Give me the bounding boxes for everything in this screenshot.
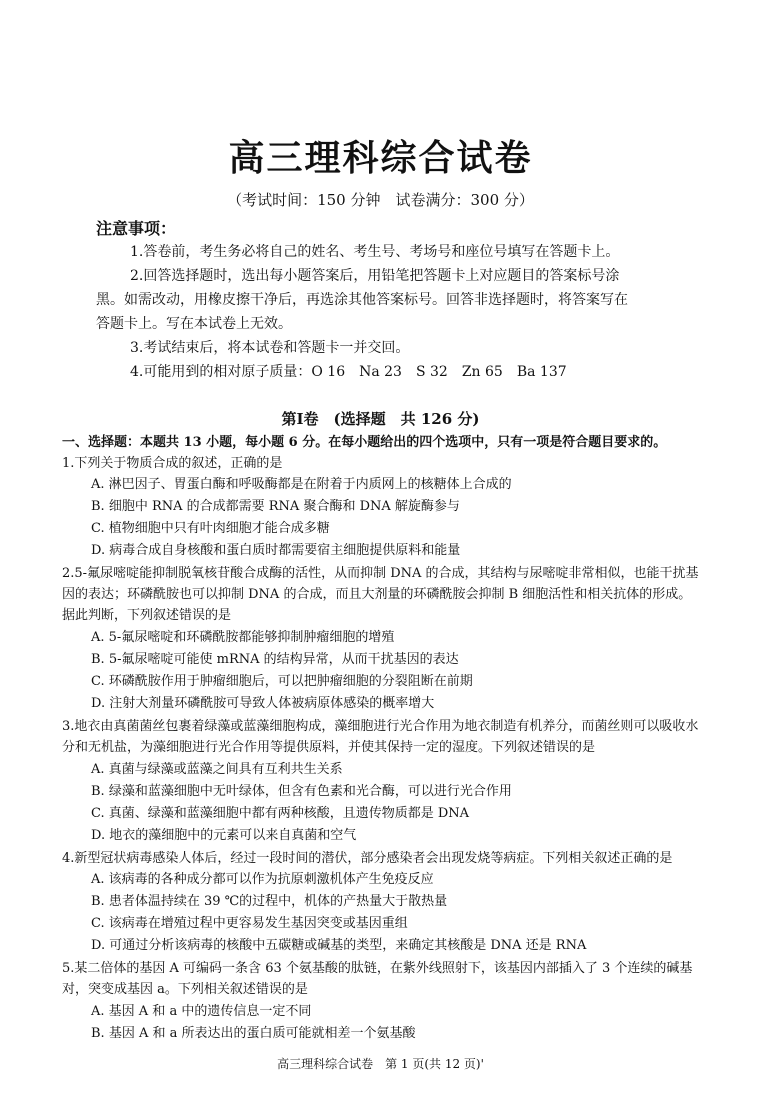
answer-option: B. 细胞中 RNA 的合成都需要 RNA 聚合酶和 DNA 解旋酶参与 (91, 499, 460, 514)
answer-option: A. 5-氟尿嘧啶和环磷酰胺都能够抑制肿瘤细胞的增殖 (91, 630, 395, 645)
answer-option: B. 基因 A 和 a 所表达出的蛋白质可能就相差一个氨基酸 (91, 1026, 416, 1041)
answer-option: C. 环磷酰胺作用于肿瘤细胞后，可以把肿瘤细胞的分裂阻断在前期 (91, 674, 473, 689)
notice-item: 3.考试结束后，将本试卷和答题卡一并交回。 (130, 340, 410, 356)
notice-item: 黑。如需改动，用橡皮擦干净后，再选涂其他答案标号。回答非选择题时，将答案写在 (96, 292, 628, 308)
notice-heading: 注意事项： (96, 219, 177, 238)
question-stem: 4.新型冠状病毒感染人体后，经过一段时间的潜伏，部分感染者会出现发烧等病症。下列相关叙述正确的是 (62, 851, 673, 866)
question-stem: 5.某二倍体的基因 A 可编码一条含 63 个氨基酸的肽链，在紫外线照射下，该基因内部插入了 3 个连续的碱基对，突变成基因 a。下列相关叙述错误的是 (62, 961, 693, 997)
answer-option: D. 地衣的藻细胞中的元素可以来自真菌和空气 (91, 828, 357, 843)
question-stem: 3.地衣由真菌菌丝包裹着绿藻或蓝藻细胞构成，藻细胞进行光合作用为地衣制造有机养分，而菌丝则可以吸收水分和无机盐，为藻细胞进行光合作用等提供原料，并使其保持一定的湿度。下列叙述错误的是 (62, 719, 699, 755)
notice-item: 1.答卷前，考生务必将自己的姓名、考生号、考场号和座位号填写在答题卡上。 (130, 244, 620, 260)
notice-item: 4.可能用到的相对原子质量：O 16 Na 23 S 32 Zn 65 Ba 137 (130, 364, 567, 380)
answer-option: A. 基因 A 和 a 中的遗传信息一定不同 (91, 1004, 312, 1019)
answer-option: A. 淋巴因子、胃蛋白酶和呼吸酶都是在附着于内质网上的核糖体上合成的 (91, 477, 512, 492)
answer-option: D. 可通过分析该病毒的核酸中五碳糖或碱基的类型，来确定其核酸是 DNA 还是 RNA (91, 938, 587, 953)
notice-item: 答题卡上。写在本试卷上无效。 (96, 316, 292, 332)
answer-option: C. 植物细胞中只有叶肉细胞才能合成多糖 (91, 521, 330, 536)
page-title: 高三理科综合试卷 (228, 137, 533, 179)
exam-time-info: （考试时间：150 分钟 试卷满分：300 分） (227, 191, 534, 209)
page-footer: 高三理科综合试卷 第 1 页(共 12 页)' (277, 1057, 484, 1071)
answer-option: D. 病毒合成自身核酸和蛋白质时都需要宿主细胞提供原料和能量 (91, 543, 461, 558)
answer-option: C. 真菌、绿藻和蓝藻细胞中都有两种核酸，且遗传物质都是 DNA (91, 806, 470, 821)
answer-option: B. 绿藻和蓝藻细胞中无叶绿体，但含有色素和光合酶，可以进行光合作用 (91, 784, 512, 799)
section-instruction: 一、选择题：本题共 13 小题，每小题 6 分。在每小题给出的四个选项中，只有一项是符合题目要求的。 (62, 435, 667, 450)
answer-option: B. 患者体温持续在 39 ℃的过程中，机体的产热量大于散热量 (91, 894, 448, 909)
answer-option: A. 真菌与绿藻或蓝藻之间具有互利共生关系 (91, 762, 343, 777)
answer-option: D. 注射大剂量环磷酰胺可导致人体被病原体感染的概率增大 (91, 696, 435, 711)
answer-option: A. 该病毒的各种成分都可以作为抗原刺激机体产生免疫反应 (91, 872, 434, 887)
answer-option: C. 该病毒在增殖过程中更容易发生基因突变或基因重组 (91, 916, 408, 931)
question-stem: 2.5-氟尿嘧啶能抑制脱氧核苷酸合成酶的活性，从而抑制 DNA 的合成，其结构与尿嘧啶非常相似，也能干扰基因的表达；环磷酰胺也可以抑制 DNA 的合成，而且大剂量的环磷酰胺会抑制 B 细胞活性和相关抗体的形成。据此判断，下列叙述错误的是 (62, 566, 699, 623)
section-title: 第Ⅰ卷 (选择题 共 126 分) (281, 410, 480, 428)
answer-option: B. 5-氟尿嘧啶可能使 mRNA 的结构异常，从而干扰基因的表达 (91, 652, 459, 667)
notice-item: 2.回答选择题时，选出每小题答案后，用铅笔把答题卡上对应题目的答案标号涂 (130, 268, 620, 284)
question-stem: 1.下列关于物质合成的叙述，正确的是 (62, 456, 283, 471)
